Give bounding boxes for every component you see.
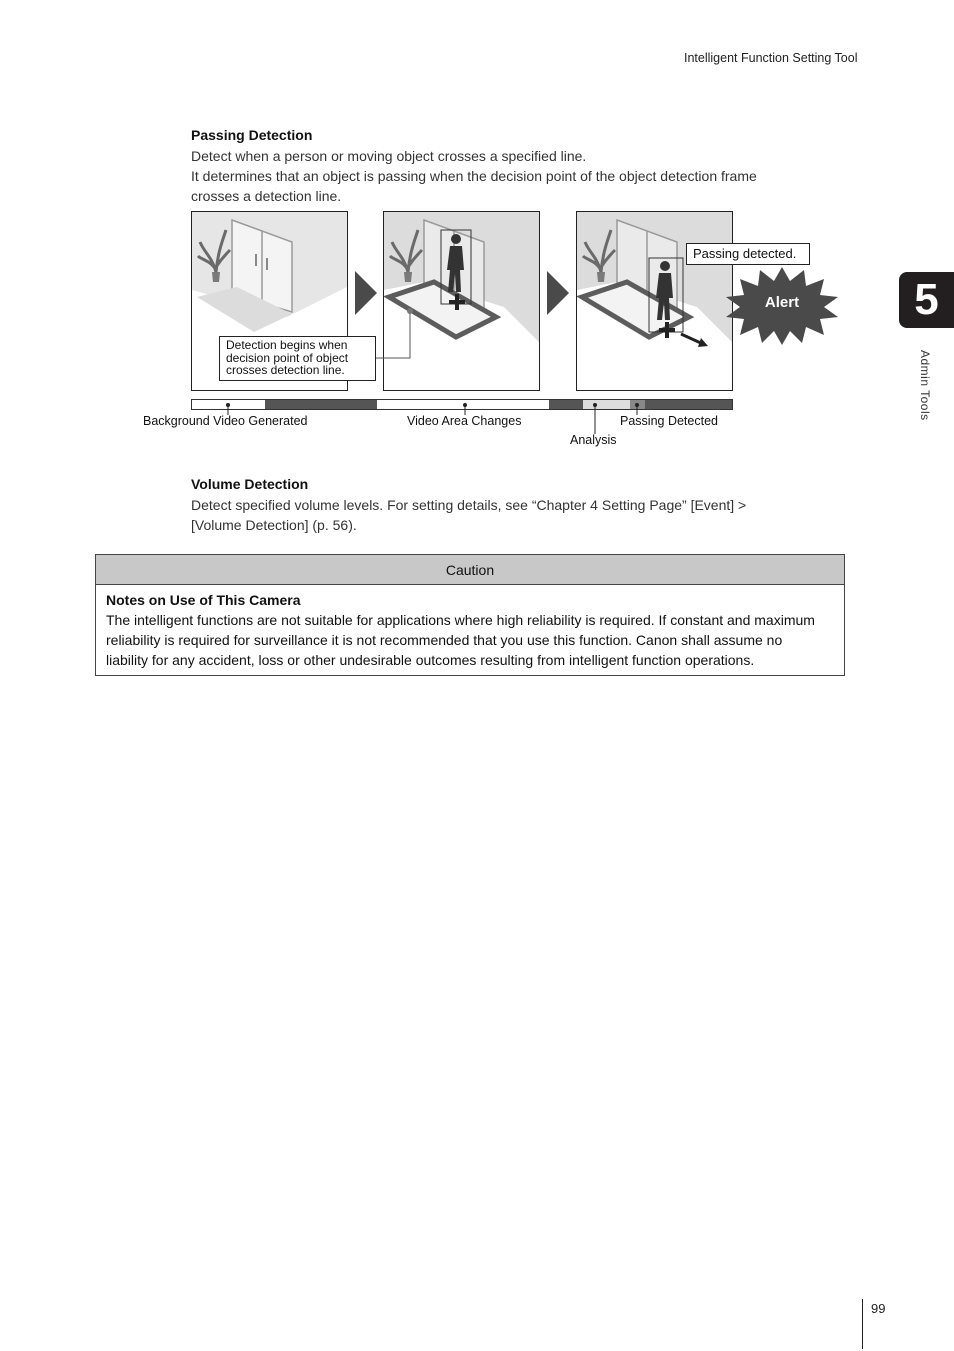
page-number: 99: [871, 1301, 886, 1316]
callout-leader-line: [370, 305, 420, 365]
timeline-label-video-changes: Video Area Changes: [407, 414, 522, 428]
alert-label: Alert: [764, 294, 800, 311]
caution-body: [96, 585, 844, 675]
passing-description-line: crosses a detection line.: [191, 188, 342, 204]
step-arrow-icon: [547, 271, 569, 315]
callout-line: decision point of object: [226, 350, 349, 365]
running-header: Intelligent Function Setting Tool: [684, 51, 858, 65]
volume-description-line: Detect specified volume levels. For setting details, see “Chapter 4 Setting Page” [Event] >: [191, 497, 747, 513]
chapter-tab: 5: [899, 272, 954, 328]
caution-header: Caution: [96, 555, 844, 585]
callout-line: crosses detection line.: [226, 363, 345, 377]
caution-text-line: The intelligent functions are not suitable for applications where high reliability is required. If constant and maximum: [106, 612, 815, 628]
caution-box: [95, 554, 845, 676]
timeline-label-background: Background Video Generated: [143, 414, 308, 428]
callout-line: Detection begins when: [226, 338, 348, 352]
volume-detection-heading: Volume Detection: [191, 476, 309, 492]
caution-text-line: liability for any accident, loss or other undesirable outcomes resulting from intelligent function operations.: [106, 652, 755, 668]
chapter-side-label: Admin Tools: [918, 350, 932, 421]
room-illustration: [577, 212, 732, 390]
detection-callout: [219, 336, 376, 381]
passing-description-line: Detect when a person or moving object crosses a specified line.: [191, 148, 587, 164]
passing-detection-heading: Passing Detection: [191, 127, 313, 143]
footer-divider: [862, 1299, 863, 1349]
passing-description-line: It determines that an object is passing when the decision point of the object detection frame: [191, 168, 757, 184]
volume-description-line: [Volume Detection] (p. 56).: [191, 517, 357, 533]
caution-title: Notes on Use of This Camera: [106, 592, 301, 608]
timeline-label-passing: Passing Detected: [620, 414, 718, 428]
scene-panel-passing-detected: [576, 211, 733, 391]
caution-text-line: reliability is required for surveillance it is not recommended that you use this function. Canon shall assume no: [106, 632, 783, 648]
passing-detected-note: Passing detected.: [686, 243, 810, 265]
timeline-label-analysis: Analysis: [570, 433, 617, 447]
